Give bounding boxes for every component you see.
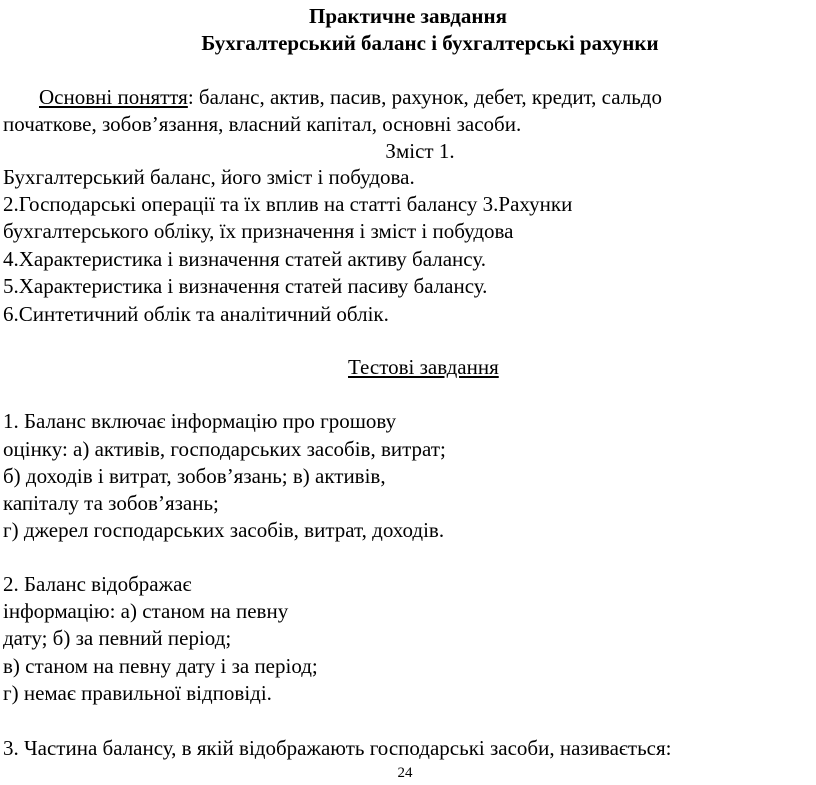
concepts-line-2: початкове, зобов’язання, власний капітал, основні засоби. <box>3 112 522 136</box>
concepts-line-1 <box>39 84 662 111</box>
page-number: 24 <box>397 765 413 781</box>
contents-line: бухгалтерського обліку, їх призначення і зміст і побудова <box>3 219 514 243</box>
contents-line: 4.Характеристика і визначення статей активу балансу. <box>3 247 486 271</box>
concepts-label: Основні поняття <box>39 85 188 109</box>
doc-subtitle: Бухгалтерський баланс і бухгалтерські рахунки <box>201 31 659 55</box>
question-1-line: б) доходів і витрат, зобов’язань; в) активів, <box>3 464 386 488</box>
doc-title: Практичне завдання <box>309 4 507 28</box>
question-2-line: інформацію: а) станом на певну <box>3 599 289 623</box>
question-1-line: капіталу та зобов’язань; <box>3 491 219 515</box>
question-2-line: г) немає правильної відповіді. <box>3 681 272 705</box>
concepts-text: : баланс, актив, пасив, рахунок, дебет, кредит, сальдо <box>187 85 662 109</box>
question-1-line: г) джерел господарських засобів, витрат, доходів. <box>3 518 445 542</box>
contents-line: 2.Господарські операції та їх вплив на статті балансу 3.Рахунки <box>3 192 573 216</box>
question-3-line: 3. Частина балансу, в якій відображають господарські засоби, називається: <box>3 736 672 760</box>
tests-heading: Тестові завдання <box>348 355 499 379</box>
question-1-line: оцінку: а) активів, господарських засобів, витрат; <box>3 437 446 461</box>
contents-line: 5.Характеристика і визначення статей пасиву балансу. <box>3 274 488 298</box>
question-2-line: 2. Баланс відображає <box>3 572 192 596</box>
question-2-line: в) станом на певну дату і за період; <box>3 654 318 678</box>
contents-line: Бухгалтерський баланс, його зміст і побудова. <box>3 165 415 189</box>
contents-heading: Зміст 1. <box>385 139 455 163</box>
contents-line: 6.Синтетичний облік та аналітичний облік. <box>3 302 389 326</box>
question-1-line: 1. Баланс включає інформацію про грошову <box>3 409 397 433</box>
question-2-line: дату; б) за певний період; <box>3 626 232 650</box>
